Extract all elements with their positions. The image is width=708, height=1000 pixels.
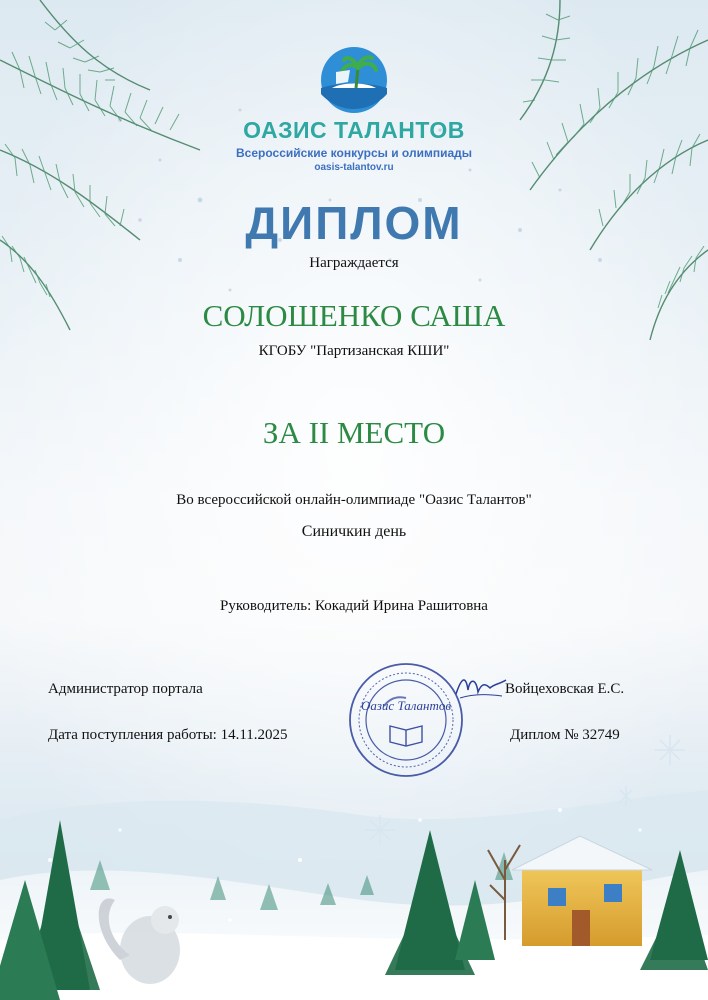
- seal-stamp: [346, 660, 466, 780]
- brand-website: oasis-talantov.ru: [314, 162, 394, 173]
- submission-date: Дата поступления работы: 14.11.2025: [48, 727, 288, 743]
- organization-name: КГОБУ "Партизанская КШИ": [258, 343, 450, 359]
- diploma-title: ДИПЛОМ: [245, 197, 463, 249]
- signature: [452, 672, 510, 702]
- seal-center-text: Оазис Талантов: [360, 698, 452, 713]
- leader-name: Руководитель: Кокадий Ирина Рашитовна: [220, 598, 488, 614]
- awarded-label: Награждается: [309, 255, 399, 271]
- brand-name: ОАЗИС ТАЛАНТОВ: [243, 117, 465, 143]
- olympiad-name: Во всероссийской онлайн-олимпиаде "Оазис Талантов": [176, 492, 532, 508]
- award-place: ЗА II МЕСТО: [262, 415, 446, 450]
- book-icon: [390, 726, 422, 746]
- signer-name: Войцеховская Е.С.: [505, 681, 625, 697]
- brand-tagline: Всероссийские конкурсы и олимпиады: [236, 146, 472, 160]
- admin-label: Администратор портала: [48, 681, 203, 697]
- palm-island-icon: [314, 44, 394, 116]
- olympiad-topic: Синичкин день: [301, 523, 407, 540]
- recipient-name: СОЛОШЕНКО САША: [202, 298, 506, 333]
- diploma-number: Диплом № 32749: [510, 727, 620, 743]
